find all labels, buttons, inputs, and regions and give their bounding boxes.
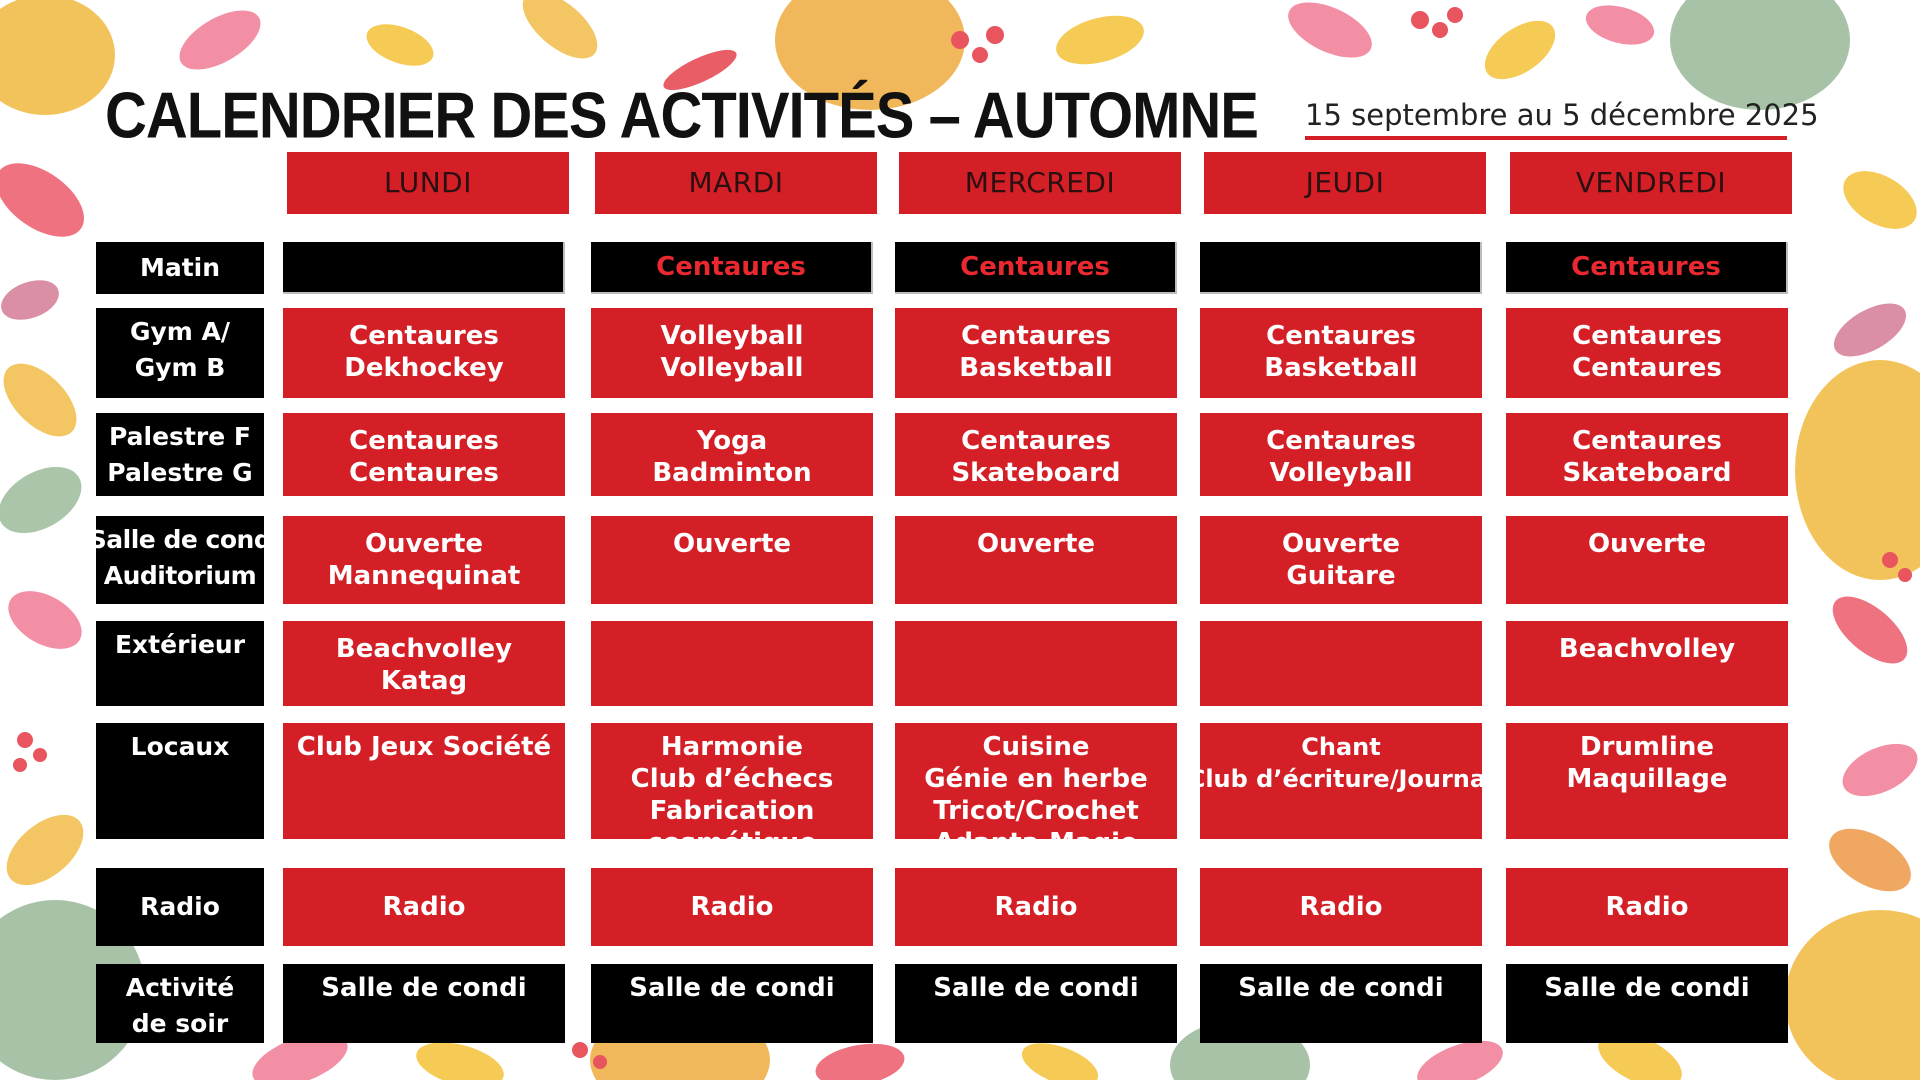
page-title: CALENDRIER DES ACTIVITÉS – AUTOMNE [105, 79, 1258, 152]
activity-cell [283, 242, 565, 294]
cell-text-line: Centaures [1266, 321, 1416, 351]
cell-text-line: Centaures [1571, 252, 1721, 282]
row-label [96, 308, 264, 398]
cell-text-line: Guitare [1286, 561, 1396, 591]
activity-cell [283, 964, 565, 1043]
cell-text-line: Radio [1299, 892, 1383, 922]
cell-text-line: cosmétique [647, 828, 817, 858]
activity-cell [591, 621, 873, 706]
cell-text-line: Volleyball [660, 353, 804, 383]
activity-cell [1200, 516, 1482, 604]
activity-cell [895, 621, 1177, 706]
cell-text-line: Centaures [960, 252, 1110, 282]
activity-cell [895, 242, 1177, 294]
cell-text-line: Drumline [1580, 732, 1714, 762]
activity-cell [283, 516, 565, 604]
cell-text-line: Centaures [349, 321, 499, 351]
cell-text-line: Beachvolley [335, 634, 513, 664]
cell-text-line: Radio [140, 892, 220, 921]
activity-cell [1200, 308, 1482, 398]
cell-text-line: Matin [139, 253, 221, 282]
cell-text-line: Génie en herbe [924, 764, 1148, 794]
cell-text-line: Adapta.Magie [934, 828, 1138, 858]
day-header-mardi: MARDI [595, 152, 877, 214]
cell-text-line: Gym A/ [129, 317, 231, 346]
cell-text-line: Maquillage [1566, 764, 1728, 794]
cell-text-line: Yoga [696, 426, 768, 456]
cell-text-line: Salle de condi [1544, 973, 1750, 1003]
activity-cell [283, 308, 565, 398]
cell-text-line: Radio [994, 892, 1078, 922]
activity-cell [283, 723, 565, 839]
row-label [96, 868, 264, 946]
cell-text-line: Centaures [349, 426, 499, 456]
cell-text-line: Salle de cond [88, 525, 272, 554]
date-range: 15 septembre au 5 décembre 2025 [1305, 98, 1787, 140]
activity-cell [1200, 413, 1482, 496]
day-header-lundi: LUNDI [287, 152, 569, 214]
cell-text-line: Centaures [349, 458, 499, 488]
cell-text-line: Dekhockey [344, 353, 504, 383]
activity-cell [895, 308, 1177, 398]
cell-text-line: Skateboard [951, 458, 1121, 488]
cell-text-line: Katag [380, 666, 468, 696]
activity-cell [1506, 516, 1788, 604]
row-label [96, 242, 264, 294]
cell-text-line: Locaux [130, 732, 230, 761]
day-header-jeudi: JEUDI [1204, 152, 1486, 214]
activity-cell [1200, 242, 1482, 294]
activity-cell [591, 868, 873, 946]
activity-cell [591, 242, 873, 294]
cell-text-line: Ouverte [1281, 529, 1401, 559]
activity-cell [1200, 621, 1482, 706]
activity-cell [591, 308, 873, 398]
activity-cell [1200, 964, 1482, 1043]
cell-text-line: Salle de condi [1238, 973, 1444, 1003]
cell-text-line: Tricot/Crochet [933, 796, 1139, 826]
activity-cell [895, 413, 1177, 496]
row-label [88, 516, 272, 604]
cell-text-line: Salle de condi [321, 973, 527, 1003]
activity-cell [591, 723, 873, 858]
cell-text-line: Skateboard [1562, 458, 1732, 488]
cell-text-line: Fabrication [649, 796, 815, 826]
cell-text-line: Beachvolley [1558, 634, 1736, 664]
activity-cell [1506, 308, 1788, 398]
activity-cell [283, 868, 565, 946]
activity-cell [895, 964, 1177, 1043]
cell-text-line: Palestre G [107, 458, 253, 487]
row-label [96, 964, 264, 1043]
cell-text-line: Radio [690, 892, 774, 922]
activity-cell [283, 413, 565, 496]
activity-cell [1506, 413, 1788, 496]
cell-text-line: Club d’échecs [630, 764, 834, 794]
cell-text-line: Volleyball [660, 321, 804, 351]
cell-text-line: Radio [1605, 892, 1689, 922]
cell-text-line: Club d’écriture/Journal [1187, 765, 1495, 793]
cell-text-line: Salle de condi [629, 973, 835, 1003]
row-label [96, 413, 264, 496]
cell-text-line: Centaures [1266, 426, 1416, 456]
activity-cell [591, 516, 873, 604]
cell-text-line: Club Jeux Société [296, 732, 552, 762]
activity-cell [1187, 723, 1495, 839]
activity-cell [283, 621, 565, 706]
activity-cell [591, 413, 873, 496]
cell-text-line: Cuisine [982, 732, 1090, 762]
cell-text-line: Basketball [1264, 353, 1418, 383]
cell-text-line: Centaures [656, 252, 806, 282]
cell-text-line: Palestre F [109, 422, 251, 451]
cell-text-line: Centaures [961, 321, 1111, 351]
cell-text-line: Salle de condi [933, 973, 1139, 1003]
activity-cell [1506, 242, 1788, 294]
cell-text-line: Centaures [1572, 321, 1722, 351]
activity-cell [1506, 868, 1788, 946]
activity-cell [591, 964, 873, 1043]
activity-cell [1506, 964, 1788, 1043]
cell-text-line: Basketball [959, 353, 1113, 383]
activity-cell [1200, 868, 1482, 946]
cell-text-line: Volleyball [1269, 458, 1413, 488]
cell-text-line: Extérieur [114, 630, 246, 659]
row-label [96, 621, 264, 706]
activity-cell [1506, 723, 1788, 839]
cell-text-line: Badminton [652, 458, 812, 488]
cell-text-line: Ouverte [364, 529, 484, 559]
cell-text-line: Auditorium [103, 561, 257, 590]
cell-text-line: Activité [125, 973, 235, 1002]
cell-text-line: Chant [1301, 733, 1381, 761]
cell-text-line: Centaures [1572, 353, 1722, 383]
cell-text-line: Centaures [961, 426, 1111, 456]
cell-text-line: Ouverte [672, 529, 792, 559]
cell-text-line: Ouverte [976, 529, 1096, 559]
cell-text-line: de soir [131, 1009, 229, 1038]
day-header-vendredi: VENDREDI [1510, 152, 1792, 214]
activity-cell [895, 516, 1177, 604]
activity-cell [895, 723, 1177, 858]
cell-text-line: Radio [382, 892, 466, 922]
cell-text-line: Mannequinat [327, 561, 521, 591]
activity-cell [895, 868, 1177, 946]
day-header-mercredi: MERCREDI [899, 152, 1181, 214]
cell-text-line: Centaures [1572, 426, 1722, 456]
activity-cell [1506, 621, 1788, 706]
cell-text-line: Ouverte [1587, 529, 1707, 559]
cell-text-line: Gym B [134, 353, 226, 382]
cell-text-line: Harmonie [660, 732, 804, 762]
row-label [96, 723, 264, 839]
